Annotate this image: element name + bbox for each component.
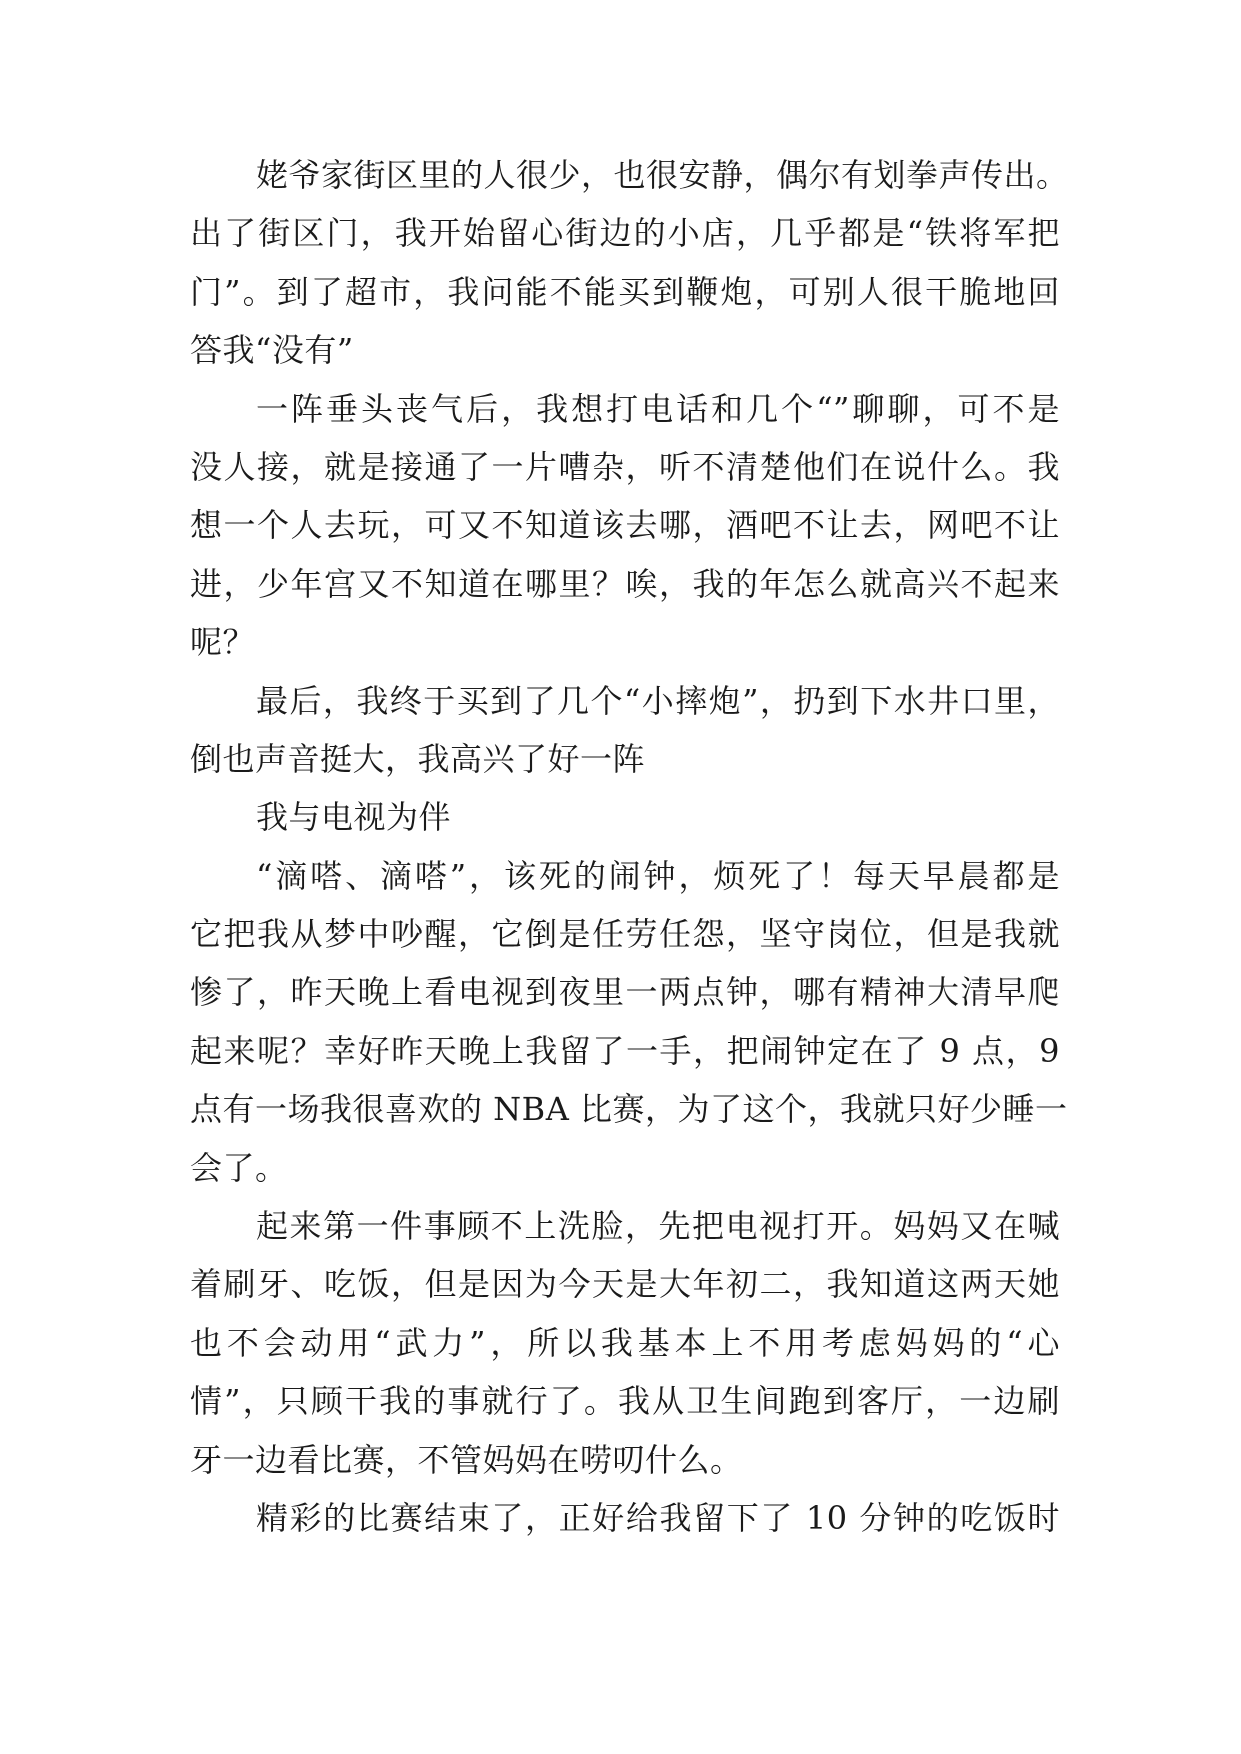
text-line: 姥爷家街区里的人很少，也很安静，偶尔有划拳声传出。: [256, 156, 1069, 194]
text-line: 情”，只顾干我的事就行了。我从卫生间跑到客厅，一边刷: [190, 1382, 1060, 1421]
text-line: 进，少年宫又不知道在哪里？唉，我的年怎么就高兴不起来: [190, 564, 1060, 603]
document-page: [190, 146, 1069, 1547]
text-line: 想一个人去玩，可又不知道该去哪，酒吧不让去，网吧不让: [190, 506, 1060, 545]
text-line: 没人接，就是接通了一片嘈杂，听不清楚他们在说什么。我: [190, 447, 1060, 486]
text-line: 我与电视为伴: [256, 798, 452, 837]
text-line: 最后，我终于买到了几个“小摔炮”，扔到下水井口里，: [256, 681, 1060, 720]
text-line: 起来呢？幸好昨天晚上我留了一手，把闹钟定在了 9 点，9: [190, 1031, 1060, 1070]
text-line: 它把我从梦中吵醒，它倒是任劳任怨，坚守岗位，但是我就: [190, 915, 1060, 954]
text-line: 答我“没有”: [190, 331, 354, 370]
text-line: 精彩的比赛结束了，正好给我留下了 10 分钟的吃饭时: [256, 1498, 1060, 1537]
text-line: 门”。到了超市，我问能不能买到鞭炮，可别人很干脆地回: [190, 272, 1060, 311]
text-line: 着刷牙、吃饭，但是因为今天是大年初二，我知道这两天她: [190, 1265, 1060, 1304]
text-line: 惨了，昨天晚上看电视到夜里一两点钟，哪有精神大清早爬: [190, 973, 1060, 1012]
text-line: 会了。: [190, 1148, 288, 1187]
text-line: 也不会动用“武力”，所以我基本上不用考虑妈妈的“心: [190, 1323, 1060, 1362]
text-line: 呢？: [190, 623, 256, 662]
text-line: 起来第一件事顾不上洗脸，先把电视打开。妈妈又在喊: [256, 1207, 1060, 1246]
text-line: 一阵垂头丧气后，我想打电话和几个“”聊聊，可不是: [256, 389, 1060, 428]
text-line: 出了街区门，我开始留心街边的小店，几乎都是“铁将军把: [190, 214, 1060, 253]
text-line: “滴嗒、滴嗒”，该死的闹钟，烦死了！每天早晨都是: [256, 856, 1060, 895]
text-line: 倒也声音挺大，我高兴了好一阵: [190, 739, 646, 778]
text-line: 点有一场我很喜欢的 NBA 比赛，为了这个，我就只好少睡一: [190, 1090, 1068, 1129]
text-line: 牙一边看比赛，不管妈妈在唠叨什么。: [190, 1440, 743, 1479]
